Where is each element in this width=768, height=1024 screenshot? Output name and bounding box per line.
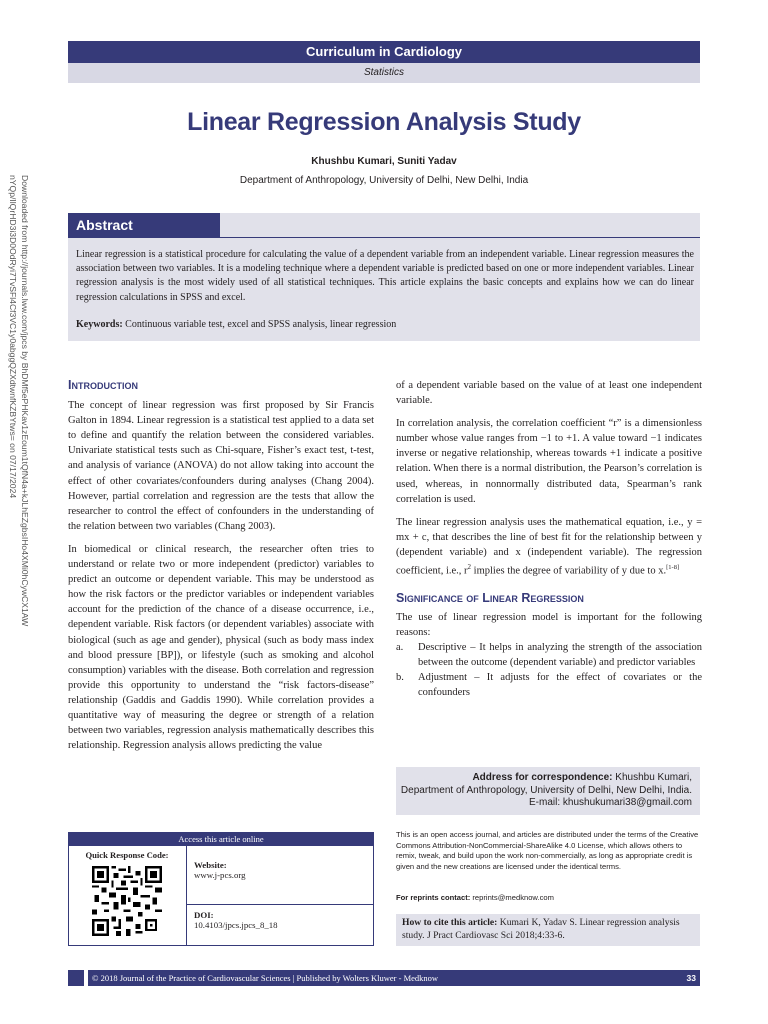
abstract-heading: Abstract — [68, 213, 220, 237]
continued-paragraph: of a dependent variable based on the value of at least one independent variable. — [396, 380, 702, 407]
keywords-label: Keywords: — [76, 319, 123, 330]
reasons-list — [396, 640, 702, 700]
journal-section-banner: Curriculum in Cardiology — [68, 41, 700, 63]
footer-copyright: © 2018 Journal of the Practice of Cardiovascular Sciences | Published by Wolters Kluwer - Medknow — [92, 973, 439, 983]
list-item-text: Adjustment – It adjusts for the effect of covariates or the confounders — [418, 672, 702, 699]
list-marker: b. — [396, 672, 404, 684]
doi-link[interactable]: 10.4103/jpcs.jpcs_8_18 — [194, 920, 278, 930]
citation-text: Kumari K, Yadav S. Linear regression analysis study. J Pract Cardiovasc Sci 2018;4:33-6. — [402, 917, 680, 941]
correspondence-box — [396, 767, 700, 815]
right-column — [396, 378, 702, 700]
intro-paragraph-1: The concept of linear regression was first proposed by Sir Francis Galton in 1894. Linear regression is a statistical test applied to a data set to define and quantify the relation between the considered variables. Univariate statistical tests such as Chi-square, Fisher’s exact test, t-test, and analysis of variance (ANOVA) do not allow taking into account the effect of other covariates/confounders during analyses (Chang 2004). However, partial correlation and regression are the tests that allow the researcher to control the effect of confounders in the understanding of the relation between two variables (Chang 2003). — [68, 400, 374, 532]
citation-box — [396, 914, 700, 946]
list-marker: a. — [396, 641, 404, 653]
doi-label: DOI: — [194, 910, 214, 920]
access-online-heading: Access this article online — [68, 832, 374, 846]
qr-code-label: Quick Response Code: — [85, 850, 169, 860]
doi-block — [194, 910, 364, 930]
abstract-rule — [68, 237, 700, 238]
keywords-list: Continuous variable test, excel and SPSS analysis, linear regression — [125, 319, 397, 330]
correspondence-name: Khushbu Kumari, — [615, 772, 692, 783]
page-number: 33 — [686, 973, 696, 983]
watermark-line-2: nYQp/IlQrHD3i3D0OdRyi7TvSFl4Cf3VC1y0abggQZXdtwnfKZBYtws= on 07/17/2024 — [8, 175, 18, 499]
left-column — [68, 378, 374, 761]
website-link[interactable]: www.j-pcs.org — [194, 870, 246, 880]
open-access-note: This is an open access journal, and articles are distributed under the terms of the Creative Commons Attribution-NonCommercial-ShareAlike 4.0 License, which allows others to remix, tweak, and build upon the work non-commercially, as long as appropriate credit is given and the new creations are licensed under the identical terms. — [396, 830, 699, 871]
reference-marker: [1-8] — [666, 564, 680, 572]
significance-intro: The use of linear regression model is important for the following reasons: — [396, 611, 702, 638]
reprints-contact — [396, 893, 700, 902]
correlation-paragraph: In correlation analysis, the correlation coefficient “r” is a dimensionless number whose value ranges from −1 to +1. A value toward −1 indicates inverse or negative relationship, whereas towards +1 indicate a positive relation. When there is a normal distribution, the Pearson’s correlation is used, whereas, in nonnormally distributed data, Spearman’s rank correlation is used. — [396, 418, 702, 505]
list-item-text: Descriptive – It helps in analyzing the strength of the association between the outcome (dependent variable) and predictor variables — [418, 641, 702, 668]
significance-heading: Significance of Linear Regression — [396, 590, 584, 605]
article-title: Linear Regression Analysis Study — [187, 108, 581, 136]
correspondence-address: Department of Anthropology, University of Delhi, New Delhi, India. — [400, 784, 692, 796]
intro-paragraph-2: In biomedical or clinical research, the researcher often tries to understand or relate two or more independent (predictor) variables to predict an outcome or dependent variable. This may be understood as how the risk factors or the predictor variables or independent variables account for the prediction of the chance of a disease occurrence, i.e., dependent variable. Risk factors (or dependent variables) associate with biological (such as age and gender), physical (such as body mass index and blood pressure [BP]), or lifestyle (such as smoking and alcohol consumption) variables with the disease. Both correlation and regression provide this opportunity to understand the “risk factors-disease” relationship (Gaddis and Gaddis 1990). While correlation provides a quantitative way of measuring the degree or strength of a relation between two variables, regression analysis mathematically describes this relationship. Regression analysis allows predicting the value — [68, 543, 374, 752]
access-divider — [186, 846, 187, 946]
correspondence-label: Address for correspondence: — [472, 772, 613, 783]
list-item — [396, 670, 702, 700]
qr-code[interactable] — [92, 866, 162, 936]
introduction-heading: Introduction — [68, 378, 138, 392]
citation-label: How to cite this article: — [402, 917, 498, 928]
access-divider — [187, 904, 374, 905]
download-watermark-text — [7, 175, 31, 626]
article-category: Statistics — [68, 63, 700, 83]
abstract-text: Linear regression is a statistical procedure for calculating the value of a dependent variable from an independent variable. Linear regression measures the association between two variables. It is a modeling technique where a dependent variable is predicted based on one or more independent variables. Linear regression analysis is the most widely used of all statistical techniques. This article explains the basic concepts and explains how we can do linear regression calculations in SPSS and excel. — [76, 249, 694, 303]
download-watermark — [3, 175, 33, 735]
list-item — [396, 640, 702, 670]
authors: Khushbu Kumari, Suniti Yadav — [311, 156, 457, 167]
footer-accent — [84, 970, 88, 986]
correspondence-email[interactable]: E-mail: khushukumari38@gmail.com — [529, 797, 692, 808]
regression-text-b: implies the degree of variability of y due to x. — [471, 565, 667, 577]
r-squared-exponent: 2 — [467, 563, 472, 572]
website-label: Website: — [194, 860, 227, 870]
regression-paragraph — [396, 515, 702, 579]
reprints-label: For reprints contact: — [396, 893, 471, 902]
keywords — [76, 319, 694, 330]
reprints-email[interactable]: reprints@medknow.com — [472, 893, 554, 902]
watermark-line-1: Downloaded from http://journals.lww.com/jpcs by BhDMf5ePHKav1zEoum1tQfN4a+kJLhEZgbsIHo4XMi0hCywCX1AW — [20, 175, 30, 627]
website-block — [194, 860, 364, 880]
affiliation: Department of Anthropology, University of Delhi, New Delhi, India — [239, 175, 529, 186]
regression-text-a: The linear regression analysis uses the mathematical equation, i.e., y = mx + c, that describes the line of best fit for the relationship between y (dependent variable) and x (independent variable). The regression coefficient, i.e., r — [396, 516, 702, 577]
